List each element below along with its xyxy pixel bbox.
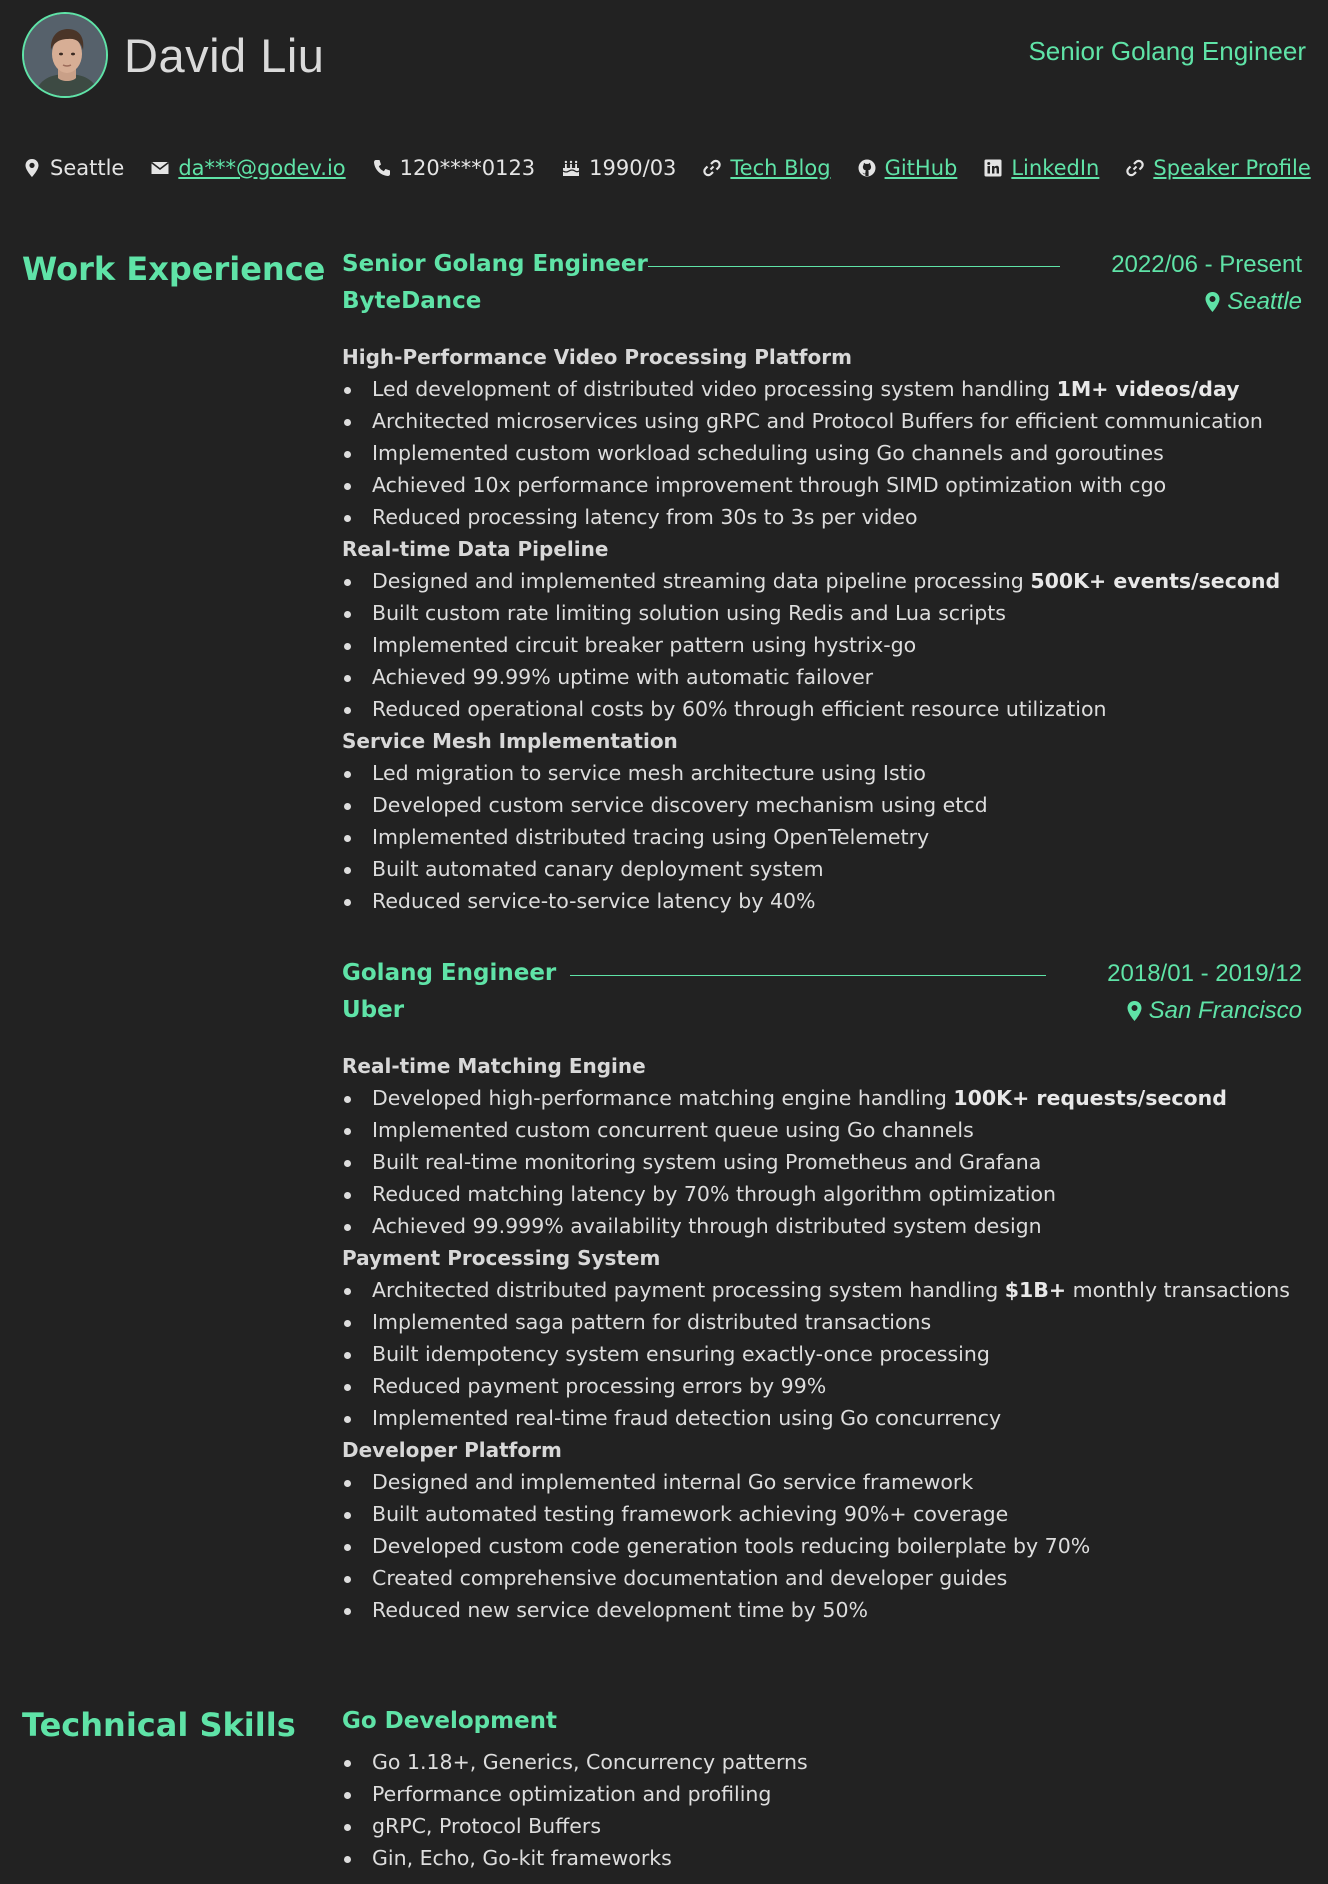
speaker-profile-link[interactable]: Speaker Profile	[1153, 156, 1311, 180]
job-entry	[342, 251, 1302, 917]
map-pin-icon	[1126, 1000, 1143, 1022]
bullet-list	[342, 1466, 1302, 1626]
job-location-text: Seattle	[1227, 288, 1302, 315]
linkedin-link[interactable]: LinkedIn	[1011, 156, 1100, 180]
project-title: Payment Processing System	[342, 1246, 661, 1270]
bullet-item: Reduced service-to-service latency by 40%	[342, 885, 1302, 917]
skill-list	[342, 1746, 808, 1874]
link-icon	[1125, 158, 1145, 178]
contact-phone	[372, 156, 536, 180]
project	[342, 1434, 1302, 1626]
contact-tech-blog	[702, 156, 830, 180]
contact-linkedin	[983, 156, 1099, 180]
bullet-item: Implemented circuit breaker pattern using hystrix-go	[342, 629, 1302, 661]
map-pin-icon	[1204, 291, 1221, 313]
job-location	[1204, 288, 1302, 316]
candidate-name: David Liu	[124, 29, 325, 82]
bullet-item: Developed custom service discovery mechanism using etcd	[342, 789, 1302, 821]
bullet-item: Developed custom code generation tools reducing boilerplate by 70%	[342, 1530, 1302, 1562]
project-title: Real-time Data Pipeline	[342, 537, 609, 561]
bullet-list	[342, 1082, 1302, 1242]
project	[342, 341, 1302, 533]
bullet-item: Built custom rate limiting solution using Redis and Lua scripts	[342, 597, 1302, 629]
project	[342, 725, 1302, 917]
contact-email	[150, 156, 345, 180]
skill-group-title: Go Development	[342, 1708, 558, 1734]
contact-birth-text: 1990/03	[589, 156, 677, 180]
envelope-icon	[150, 158, 170, 178]
project-title: Service Mesh Implementation	[342, 729, 678, 753]
skill-item: Gin, Echo, Go-kit frameworks	[342, 1842, 808, 1874]
tech-blog-link[interactable]: Tech Blog	[730, 156, 831, 180]
contact-phone-text: 120****0123	[399, 156, 536, 180]
job-date: 2018/01 - 2019/12	[1107, 960, 1302, 987]
github-icon	[857, 158, 877, 178]
bullet-item: Architected distributed payment processing system handling $1B+ monthly transactions	[342, 1274, 1302, 1306]
project-title: High-Performance Video Processing Platform	[342, 345, 852, 369]
bullet-item: Built automated testing framework achieving 90%+ coverage	[342, 1498, 1302, 1530]
bullet-item: Designed and implemented streaming data pipeline processing 500K+ events/second	[342, 565, 1302, 597]
bullet-item: Reduced payment processing errors by 99%	[342, 1370, 1302, 1402]
project-title: Real-time Matching Engine	[342, 1054, 646, 1078]
skill-item: Go 1.18+, Generics, Concurrency patterns	[342, 1746, 808, 1778]
job-location	[1126, 997, 1302, 1025]
bullet-list	[342, 565, 1302, 725]
phone-icon	[372, 158, 392, 178]
job-location-text: San Francisco	[1148, 997, 1302, 1024]
bullet-item: Implemented distributed tracing using OpenTelemetry	[342, 821, 1302, 853]
skill-item: gRPC, Protocol Buffers	[342, 1810, 808, 1842]
contact-speaker-profile	[1125, 156, 1310, 180]
project	[342, 1050, 1302, 1242]
bullet-item: Built real-time monitoring system using Prometheus and Grafana	[342, 1146, 1302, 1178]
linkedin-icon	[983, 158, 1003, 178]
bullet-item: Achieved 99.99% uptime with automatic failover	[342, 661, 1302, 693]
bullet-item: Built automated canary deployment system	[342, 853, 1302, 885]
link-icon	[702, 158, 722, 178]
bullet-item: Implemented saga pattern for distributed transactions	[342, 1306, 1302, 1338]
job-divider	[648, 266, 1060, 267]
job-title: Senior Golang Engineer	[342, 251, 648, 277]
job-entry	[342, 960, 1302, 1626]
bullet-list	[342, 373, 1302, 533]
job-date: 2022/06 - Present	[1111, 251, 1302, 278]
bullet-item: Implemented custom workload scheduling using Go channels and goroutines	[342, 437, 1302, 469]
job-header	[342, 251, 1302, 321]
avatar	[22, 12, 108, 98]
bullet-item: Designed and implemented internal Go service framework	[342, 1466, 1302, 1498]
bullet-item: Reduced matching latency by 70% through algorithm optimization	[342, 1178, 1302, 1210]
birthday-cake-icon	[561, 158, 581, 178]
bullet-item: Developed high-performance matching engine handling 100K+ requests/second	[342, 1082, 1302, 1114]
contact-location-text: Seattle	[50, 156, 125, 180]
contact-github	[857, 156, 958, 180]
bullet-item: Reduced new service development time by 50%	[342, 1594, 1302, 1626]
contact-bar	[22, 152, 1311, 184]
bullet-item: Implemented real-time fraud detection using Go concurrency	[342, 1402, 1302, 1434]
map-pin-icon	[22, 158, 42, 178]
github-link[interactable]: GitHub	[884, 156, 958, 180]
project-title: Developer Platform	[342, 1438, 562, 1462]
project	[342, 533, 1302, 725]
resume-header	[22, 12, 1306, 100]
bullet-item: Reduced processing latency from 30s to 3s per video	[342, 501, 1302, 533]
contact-location	[22, 156, 124, 180]
job-company: ByteDance	[342, 288, 482, 314]
bullet-item: Created comprehensive documentation and developer guides	[342, 1562, 1302, 1594]
skill-group	[342, 1704, 808, 1874]
bullet-item: Led migration to service mesh architecture using Istio	[342, 757, 1302, 789]
email-link[interactable]: da***@godev.io	[178, 156, 346, 180]
job-company: Uber	[342, 997, 405, 1023]
bullet-item: Led development of distributed video processing system handling 1M+ videos/day	[342, 373, 1302, 405]
bullet-item: Reduced operational costs by 60% through efficient resource utilization	[342, 693, 1302, 725]
bullet-item: Implemented custom concurrent queue using Go channels	[342, 1114, 1302, 1146]
candidate-headline: Senior Golang Engineer	[1028, 36, 1306, 66]
avatar-portrait-icon	[24, 14, 108, 98]
contact-birth	[561, 156, 676, 180]
section-title-work: Work Experience	[22, 250, 326, 288]
bullet-item: Architected microservices using gRPC and Protocol Buffers for efficient communication	[342, 405, 1302, 437]
job-header	[342, 960, 1302, 1030]
bullet-item: Achieved 99.999% availability through distributed system design	[342, 1210, 1302, 1242]
job-title: Golang Engineer	[342, 960, 557, 986]
project	[342, 1242, 1302, 1434]
bullet-list	[342, 757, 1302, 917]
bullet-item: Achieved 10x performance improvement through SIMD optimization with cgo	[342, 469, 1302, 501]
bullet-item: Built idempotency system ensuring exactly-once processing	[342, 1338, 1302, 1370]
skill-item: Performance optimization and profiling	[342, 1778, 808, 1810]
section-title-skills: Technical Skills	[22, 1706, 296, 1744]
bullet-list	[342, 1274, 1302, 1434]
job-divider	[570, 975, 1046, 976]
